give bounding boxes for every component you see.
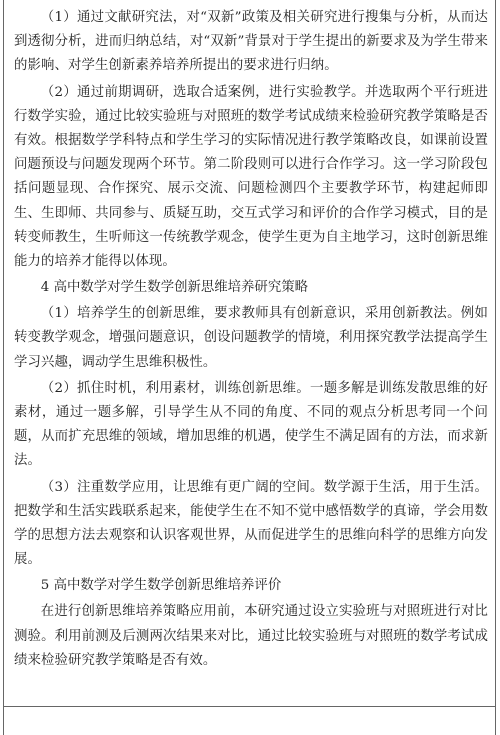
- table-border-left: [3, 0, 4, 735]
- paragraph-strategy-2: （2）抓住时机，利用素材，训练创新思维。一题多解是训练发散思维的好素材，通过一题多解，引导学生从不同的角度、不同的观点分析思考同一个问题，从而扩充思维的领域，增加思维的机遇，使学生不满足固有的方法，而求新法。: [14, 380, 488, 469]
- table-border-bottom: [3, 706, 496, 707]
- paragraph-strategy-3: （3）注重数学应用，让思维有更广阔的空间。数学源于生活，用于生活。把数学和生活实践联系起来，能使学生在不知不觉中感悟数学的真谛，学会用数学的思想方法去观察和认识客观世界，从而促进学生的思维向科学的思维方向发展。: [14, 479, 488, 568]
- section-heading-strategy: 4 高中数学对学生数学创新思维培养研究策略: [40, 280, 308, 296]
- table-border-right: [495, 0, 496, 735]
- paragraph-strategy-1: （1）培养学生的创新思维，要求教师具有创新意识，采用创新教法。例如转变教学观念，增强问题意识，创设问题教学的情境，利用探究教学法提高学生学习兴趣，调动学生思维积极性。: [14, 306, 488, 370]
- section-heading-evaluation: 5 高中数学对学生数学创新思维培养评价: [40, 578, 282, 594]
- document-body: [14, 6, 488, 675]
- paragraph-method-literature: （1）通过文献研究法，对“双新”政策及相关研究进行搜集与分析，从而达到透彻分析，进而归纳总结，对“双新”背景对于学生提出的新要求及为学生带来的影响、对学生创新素养培养所提出的要求进行归纳。: [14, 10, 488, 74]
- paragraph-method-experiment: （2）通过前期调研，选取合适案例，进行实验教学。并选取两个平行班进行数学实验，通过比较实验班与对照班的数学考试成绩来检验研究教学策略是否有效。根据数学学科特点和学生学习的实际情况进行教学策略改良，如课前设置问题预设与问题发现两个环节。第二阶段则可以进行合作学习。这一学习阶段包括问题显现、合作探究、展示交流、问题检测四个主要教学环节，构建起师即生、生即师、共同参与、质疑互助，交互式学习和评价的合作学习模式，目的是转变师教生，生听师这一传统教学观念，使学生更为自主地学习，这时创新思维能力的培养才能得以体现。: [14, 84, 488, 270]
- paragraph-evaluation: 在进行创新思维培养策略应用前，本研究通过设立实验班与对照班进行对比测验。利用前测及后测两次结果来对比，通过比较实验班与对照班的数学考试成绩来检验研究教学策略是否有效。: [14, 604, 488, 668]
